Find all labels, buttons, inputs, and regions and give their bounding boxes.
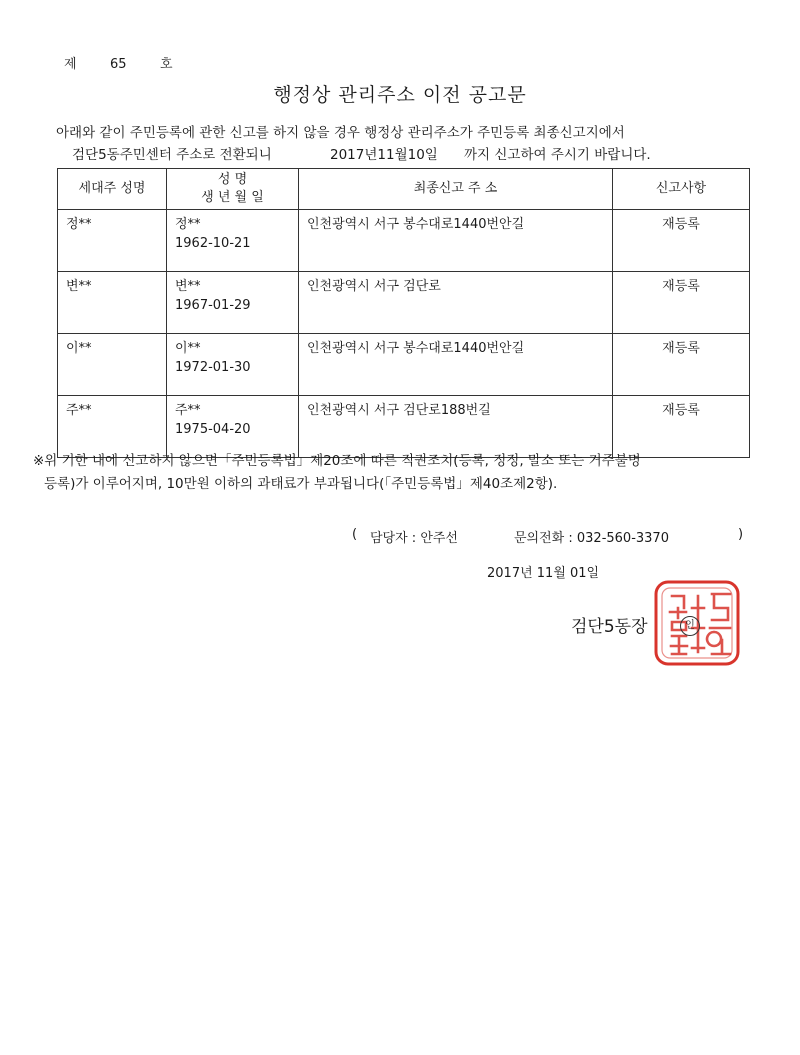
householder-cell: 이** bbox=[58, 334, 167, 396]
birth-value: 1972-01-30 bbox=[175, 360, 251, 375]
householder-cell: 주** bbox=[58, 396, 167, 458]
birth-value: 1962-10-21 bbox=[175, 236, 251, 251]
seal-characters bbox=[670, 594, 730, 654]
signer-title: 검단5동장 bbox=[571, 617, 648, 637]
name-value: 주** bbox=[175, 403, 201, 418]
doc-number-value: 65 bbox=[110, 57, 127, 72]
name-value: 정** bbox=[175, 217, 201, 232]
address-cell: 인천광역시 서구 검단로188번길 bbox=[299, 396, 613, 458]
table-row bbox=[58, 272, 750, 334]
report-cell: 재등록 bbox=[613, 210, 750, 272]
doc-number-prefix: 제 bbox=[64, 57, 77, 72]
address-cell: 인천광역시 서구 봉수대로1440번안길 bbox=[299, 334, 613, 396]
name-birth-cell bbox=[167, 334, 299, 396]
doc-number-suffix: 호 bbox=[160, 57, 173, 72]
col-householder: 세대주 성명 bbox=[58, 169, 167, 210]
col-name-label: 성 명 bbox=[217, 172, 248, 187]
birth-value: 1975-04-20 bbox=[175, 422, 251, 437]
report-cell: 재등록 bbox=[613, 396, 750, 458]
notice-table bbox=[57, 168, 750, 458]
issue-date: 2017년 11월 01일 bbox=[487, 566, 600, 581]
footnote-line-1: ※위 기한 내에 신고하지 않으면「주민등록법」제20조에 따른 직권조치(등록, 정정, 말소 또는 거주불명 bbox=[33, 453, 641, 469]
report-cell: 재등록 bbox=[613, 272, 750, 334]
col-report: 신고사항 bbox=[613, 169, 750, 210]
document-number bbox=[64, 53, 173, 72]
intro-line-2-tail: 까지 신고하여 주시기 바랍니다. bbox=[464, 147, 651, 163]
intro-line-2 bbox=[72, 143, 651, 163]
table-header-row bbox=[58, 169, 750, 210]
name-birth-cell bbox=[167, 272, 299, 334]
address-cell: 인천광역시 서구 검단로 bbox=[299, 272, 613, 334]
intro-line-2-text: 검단5동주민센터 주소로 전환되니 bbox=[72, 147, 272, 163]
col-name-birth bbox=[167, 169, 299, 210]
householder-cell: 정** bbox=[58, 210, 167, 272]
address-cell: 인천광역시 서구 봉수대로1440번안길 bbox=[299, 210, 613, 272]
name-birth-cell bbox=[167, 210, 299, 272]
contact-open-paren: ( bbox=[352, 527, 358, 542]
intro-line-1: 아래와 같이 주민등록에 관한 신고를 하지 않을 경우 행정상 관리주소가 주민등록 최종신고지에서 bbox=[56, 125, 625, 141]
birth-value: 1967-01-29 bbox=[175, 298, 251, 313]
householder-cell: 변** bbox=[58, 272, 167, 334]
contact-close-paren: ) bbox=[738, 527, 744, 542]
table-row bbox=[58, 334, 750, 396]
name-value: 이** bbox=[175, 341, 201, 356]
contact-manager: 담당자 : 안주선 bbox=[370, 531, 458, 546]
table-row bbox=[58, 210, 750, 272]
col-birth-label: 생 년 월 일 bbox=[201, 190, 264, 205]
footnote-line-2: 등록)가 이루어지며, 10만원 이하의 과태료가 부과됩니다(「주민등록법」제40조제2항). bbox=[44, 476, 558, 492]
report-cell: 재등록 bbox=[613, 334, 750, 396]
name-value: 변** bbox=[175, 279, 201, 294]
deadline-date: 2017년11월10일 bbox=[330, 147, 438, 163]
col-address: 최종신고 주 소 bbox=[299, 169, 613, 210]
seal-mark: 인 bbox=[680, 616, 700, 636]
page-title: 행정상 관리주소 이전 공고문 bbox=[273, 84, 527, 106]
contact-phone: 문의전화 : 032-560-3370 bbox=[514, 531, 669, 546]
